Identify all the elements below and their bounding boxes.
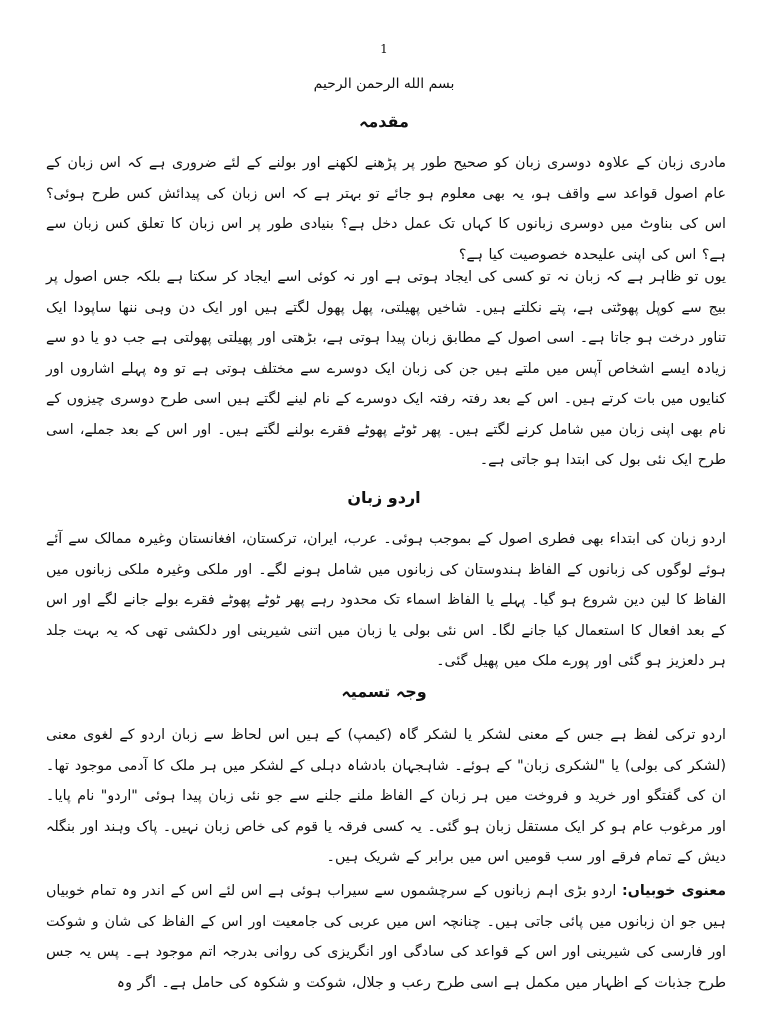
paragraph-intro-1: مادری زبان کے علاوہ دوسری زبان کو صحیح طور پر پڑھنے لکھنے اور بولنے کے لئے ضروری ہے کہ اس زبان کے عام اصول قواعد سے واقف ہو، یہ بھی معلوم ہو جائے تو بہتر ہے کہ اس زبان کی پیدائش کس طرح ہوئی؟ اس کی بناوٹ میں دوسری زبانوں کا کہاں تک عمل دخل ہے؟ بنیادی طور پر اس زبان کا تعلق کس زبان سے ہے؟ اس کی اپنی علیحدہ خصوصیت کیا ہے؟ (46, 155, 726, 263)
paragraph-intro-2: یوں تو ظاہر ہے کہ زبان نہ تو کسی کی ایجاد ہوتی ہے اور نہ کوئی اسے ایجاد کر سکتا ہے بلکہ جس اصول پر بیج سے کوپل پھوٹتی ہے، پتے نکلتے ہیں۔ شاخیں پھیلتی، پھل پھول لگتے ہیں اور ایک دن وہی ننھا ساپودا ایک تناور درخت ہو جاتا ہے۔ اسی اصول کے مطابق زبان پیدا ہوتی ہے، بڑھتی اور پھیلتی پھولتی ہے جب دو یا دو سے زیادہ ایسے اشخاص آپس میں ملتے ہیں جن کی زبان ایک دوسرے سے مختلف ہوتی ہے تو وہ پہلے اشاروں اور کنایوں میں بات کرتے ہیں۔ اس کے بعد رفتہ رفتہ ایک دوسرے کے نام لینے لگتے ہیں اسی طرح دوسری چیزوں کے نام بھی اپنی زبان میں شامل کرنے لگتے ہیں۔ پھر ٹوٹے پھوٹے فقرے بولنے لگتے ہیں۔ اور اس کے بعد جملے، اسی طرح ایک نئی بول کی ابتدا ہو جاتی ہے۔ (46, 269, 726, 468)
bismillah: بسم الله الرحمن الرحیم (313, 76, 455, 92)
section-heading-etymology: وجہ تسمیہ (341, 682, 427, 701)
section-heading-urdu-language: اردو زبان (347, 488, 421, 507)
paragraph-body: اردو بڑی اہم زبانوں کے سرچشموں سے سیراب ہوئی ہے اس لئے اس کے اندر وہ تمام خوبیاں ہیں جو ان زبانوں میں پائی جاتی ہیں۔ چنانچہ اس میں عربی کی جامعیت اور اس کے الفاظ کی شان و شوکت اور فارسی کی شیرینی اور اس کے قواعد کی سادگی اور انگریزی کی روانی بدرجہ اتم موجود ہے۔ پس یہ جس طرح جذبات کے اظہار میں مکمل ہے اسی طرح رعب و جلال، شوکت و شکوہ کی حامل ہے۔ اگر وہ (46, 883, 726, 991)
section-heading-introduction: مقدمہ (359, 112, 409, 131)
paragraph-label: معنوی خوبیاں: (622, 883, 727, 899)
paragraph-etymology: اردو ترکی لفظ ہے جس کے معنی لشکر یا لشکر گاہ (کیمپ) کے ہیں اس لحاظ سے زبان اردو کے لغوی معنی (لشکر کی بولی) یا "لشکری زبان" کے ہوئے۔ شاہجہان بادشاہ دہلی کے لشکر میں ہر ملک کا آدمی موجود تھا۔ ان کی گفتگو اور خرید و فروخت میں ہر زبان کے الفاظ ملنے جلنے سے جو نئی زبان پیدا ہوئی "اردو" نام پایا۔ اور مرغوب عام ہو کر ایک مستقل زبان ہو گئی۔ یہ کسی فرقہ یا قوم کی خاص زبان نہیں۔ پاک وہند اور بنگلہ دیش کے تمام فرقے اور سب قومیں اس میں برابر کے شریک ہیں۔ (46, 727, 726, 865)
paragraph-urdu-language: اردو زبان کی ابتداء بھی فطری اصول کے بموجب ہوئی۔ عرب، ایران، ترکستان، افغانستان وغیرہ ممالک سے آئے ہوئے لوگوں کی زبانوں کے الفاظ ہندوستان کی زبانوں میں شامل ہونے لگے۔ اور ملکی وغیرہ ملکی زبانوں میں الفاظ کا لین دین شروع ہو گیا۔ پہلے یا الفاظ اسماء تک محدود رہے پھر ٹوٹے پھوٹے فقرے بولے جانے لگے اور اس کے بعد افعال کا استعمال کیا جانے لگا۔ اس نئی بولی یا زبان میں اتنی شیرینی اور دلکشی تھی کہ یہ بہت جلد ہر دلعزیز ہو گئی اور پورے ملک میں پھیل گئی۔ (46, 531, 726, 669)
paragraph-semantic-qualities (46, 876, 726, 998)
page-number: 1 (380, 42, 388, 56)
